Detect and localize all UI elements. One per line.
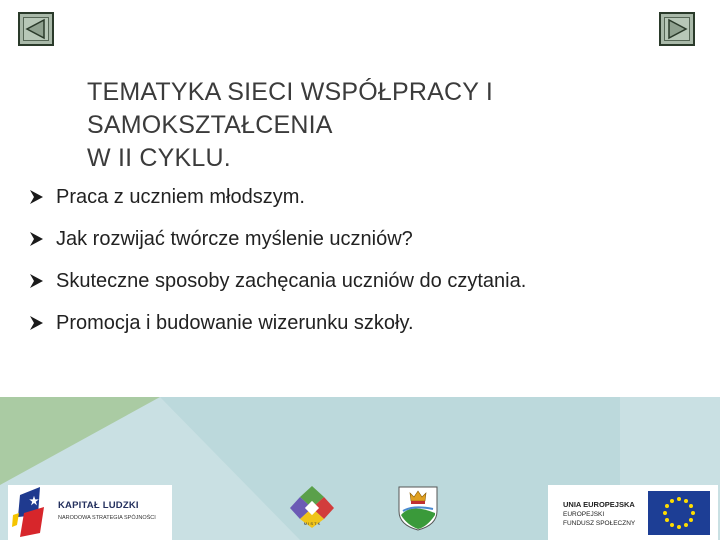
kapital-ludzki-emblem-icon <box>10 485 56 540</box>
title-line-2: SAMOKSZTAŁCENIA <box>87 111 333 139</box>
bullet-text: Promocja i budowanie wizerunku szkoły. <box>56 311 414 334</box>
arrow-bullet-icon <box>28 229 56 249</box>
next-slide-button[interactable] <box>659 12 695 46</box>
arrow-bullet-icon <box>28 313 56 333</box>
bullet-text: Jak rozwijać twórcze myślenie uczniów? <box>56 227 413 250</box>
triangle-left-icon <box>20 14 52 44</box>
bullet-text: Praca z uczniem młodszym. <box>56 185 305 208</box>
list-item <box>28 176 708 218</box>
list-item <box>28 260 708 302</box>
coat-of-arms-logo <box>397 485 439 531</box>
eu-text-line-3: FUNDUSZ SPOŁECZNY <box>563 520 636 527</box>
previous-slide-button[interactable] <box>18 12 54 46</box>
bullet-text: Skuteczne sposoby zachęcania uczniów do czytania. <box>56 269 527 292</box>
eu-text-line-2: EUROPEJSKI <box>563 511 605 518</box>
kapital-ludzki-logo <box>8 485 172 540</box>
eu-flag-icon <box>648 491 710 535</box>
kapital-ludzki-subtitle: NARODOWA STRATEGIA SPÓJNOŚCI <box>58 515 156 521</box>
title-line-1: TEMATYKA SIECI WSPÓŁPRACY I <box>87 78 493 106</box>
eu-social-fund-logo <box>548 485 718 540</box>
kapital-ludzki-name: KAPITAŁ LUDZKI <box>58 500 139 511</box>
list-item <box>28 302 708 344</box>
triangle-right-icon <box>661 14 693 44</box>
diamond-logo <box>290 484 334 530</box>
title-line-3: W II CYKLU. <box>87 144 231 172</box>
diamond-logo-caption: M I S T K <box>303 521 321 526</box>
arrow-bullet-icon <box>28 271 56 291</box>
list-item <box>28 218 708 260</box>
arrow-bullet-icon <box>28 187 56 207</box>
bullet-list <box>28 176 708 344</box>
eu-text-line-1: UNIA EUROPEJSKA <box>563 500 635 509</box>
coat-of-arms-icon <box>397 485 439 531</box>
slide-title <box>87 76 647 175</box>
